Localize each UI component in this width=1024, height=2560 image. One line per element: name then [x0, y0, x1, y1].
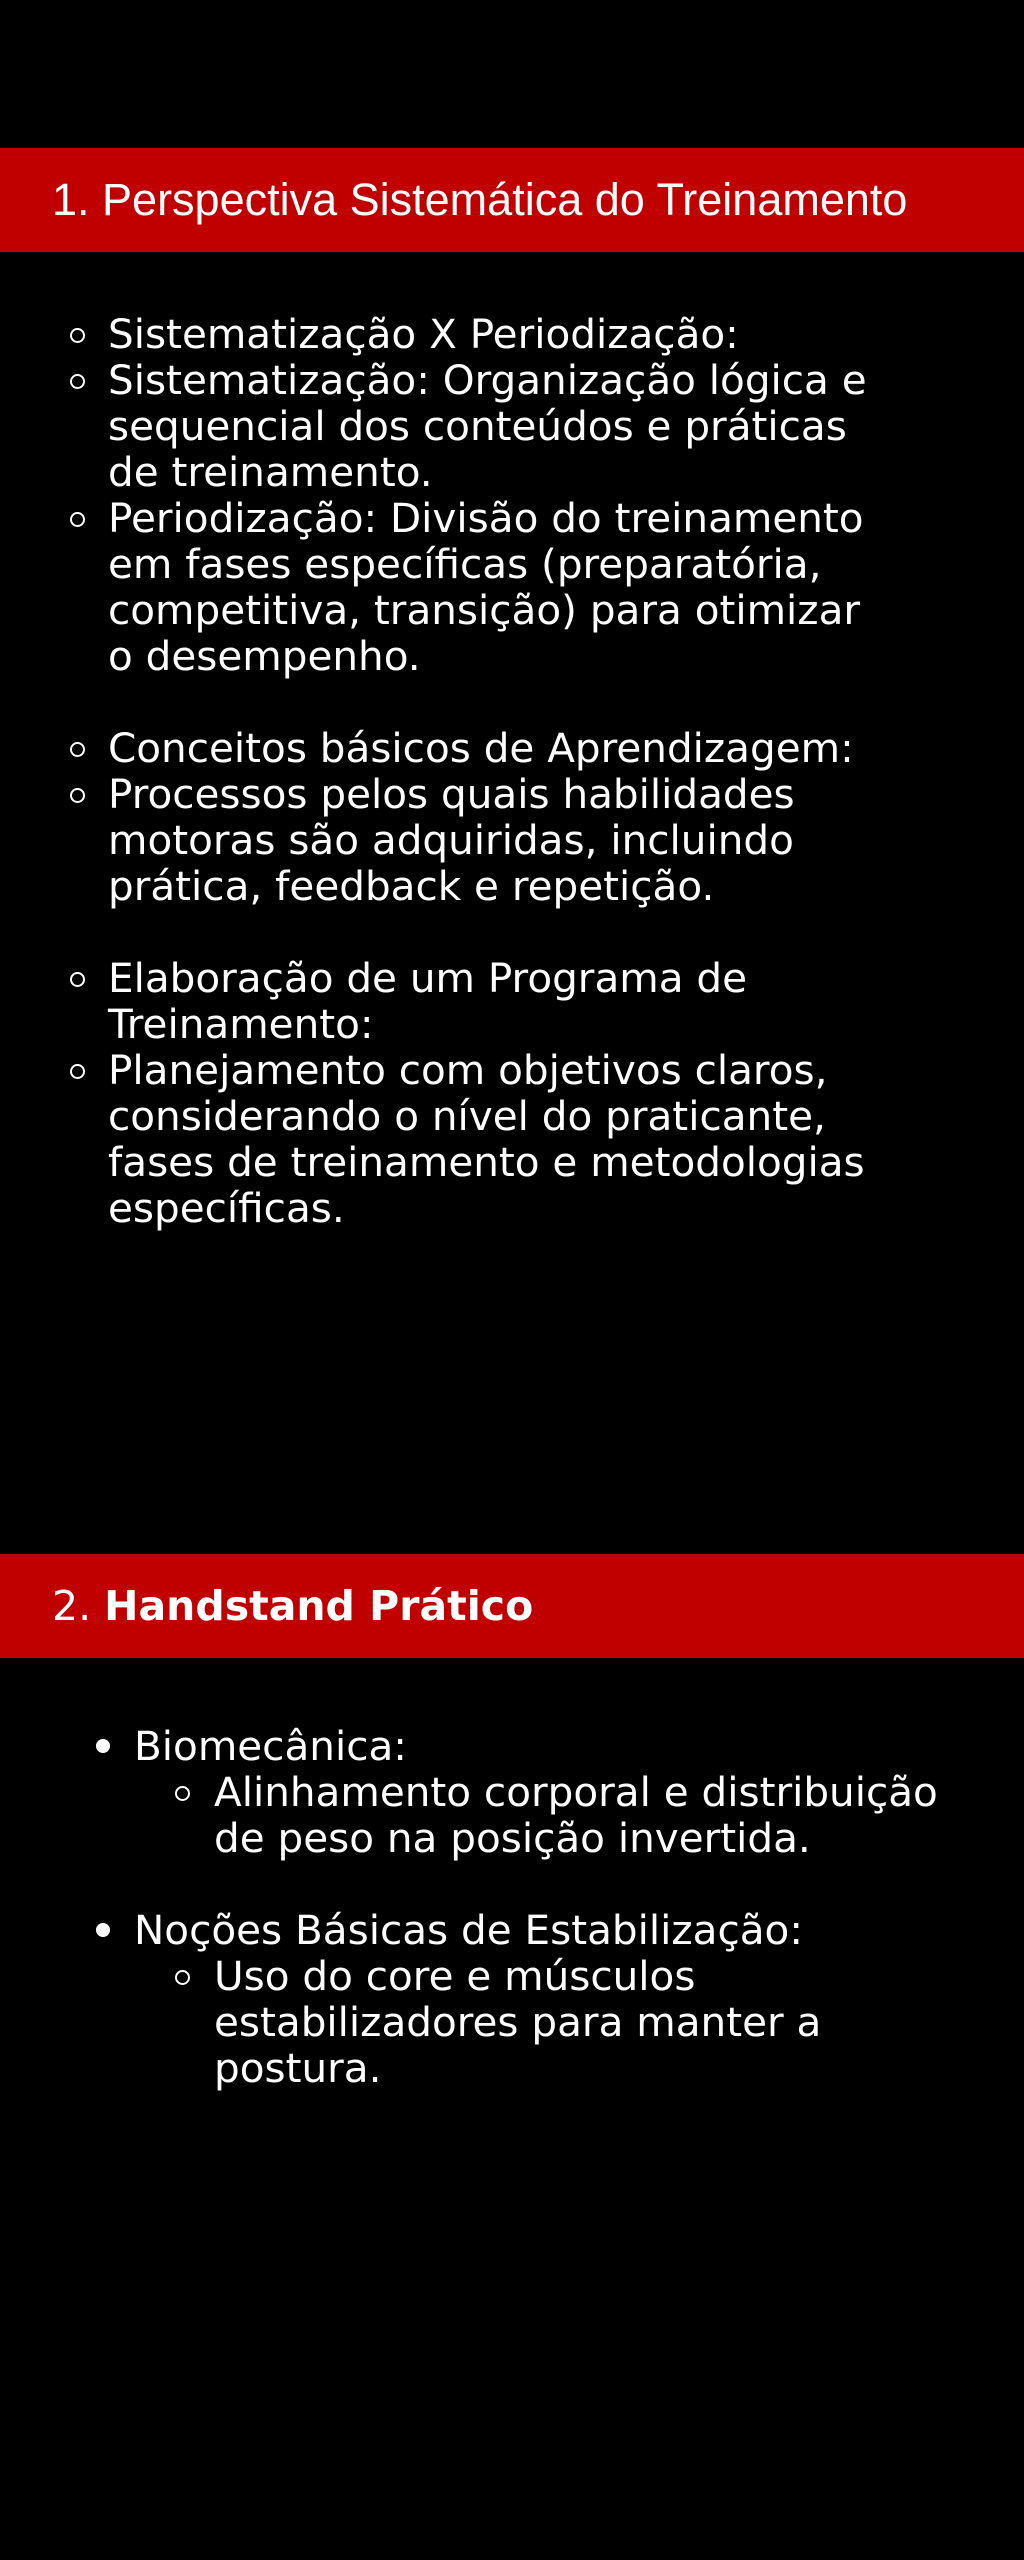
- hollow-bullet-icon: [70, 512, 85, 527]
- hollow-bullet-icon: [70, 788, 85, 803]
- list-item: [0, 771, 888, 909]
- section-2-heading: [52, 1582, 533, 1630]
- section-2-banner: [0, 1554, 1024, 1658]
- topic-biomecanica: [0, 1723, 1024, 1861]
- topic-estabilizacao: [0, 1907, 1024, 2091]
- list-item: [0, 495, 888, 679]
- sub-list-item: [0, 1769, 954, 1861]
- list-item-text: Sistematização X Periodização:: [108, 310, 739, 358]
- sub-list-item-text: Uso do core e músculos estabilizadores para manter a postura.: [214, 1952, 822, 2092]
- list-item: [0, 1907, 1024, 1953]
- filled-bullet-icon: [96, 1739, 110, 1753]
- hollow-bullet-icon: [70, 742, 85, 757]
- section-1-heading: 1. Perspectiva Sistemática do Treinamento: [52, 174, 908, 225]
- sub-list-item: [0, 1953, 954, 2091]
- section-2-content: [0, 1723, 1024, 2137]
- list-item: [0, 1047, 888, 1231]
- filled-bullet-icon: [96, 1923, 110, 1937]
- list-item-text: Biomecânica:: [134, 1722, 407, 1770]
- list-item-text: Noções Básicas de Estabilização:: [134, 1906, 803, 1954]
- list-item: [0, 725, 888, 771]
- section-1-banner: [0, 148, 1024, 252]
- hollow-bullet-icon: [70, 1064, 85, 1079]
- list-item-text: Periodização: Divisão do treinamento em fases específicas (preparatória, competitiva, transição) para otimizar o desempenho.: [108, 494, 864, 680]
- hollow-bullet-icon: [175, 1786, 190, 1801]
- section-2-heading-title: Handstand Prático: [104, 1582, 534, 1630]
- section-2-heading-number: 2.: [52, 1582, 92, 1630]
- list-item: [0, 311, 888, 357]
- list-item-text: Processos pelos quais habilidades motoras são adquiridas, incluindo prática, feedback e repetição.: [108, 770, 795, 910]
- list-item: [0, 1723, 1024, 1769]
- list-item-text: Conceitos básicos de Aprendizagem:: [108, 724, 854, 772]
- hollow-bullet-icon: [70, 374, 85, 389]
- list-item-text: Sistematização: Organização lógica e sequencial dos conteúdos e práticas de treinamento.: [108, 356, 867, 496]
- list-item: [0, 357, 888, 495]
- concept-group-sistematizacao: [0, 311, 1024, 679]
- hollow-bullet-icon: [70, 972, 85, 987]
- list-item: [0, 955, 888, 1047]
- list-item-text: Planejamento com objetivos claros, considerando o nível do praticante, fases de treinamento e metodologias específicas.: [108, 1046, 865, 1232]
- sub-list-item-text: Alinhamento corporal e distribuição de peso na posição invertida.: [214, 1768, 938, 1862]
- list-item-text: Elaboração de um Programa de Treinamento:: [108, 954, 748, 1048]
- hollow-bullet-icon: [175, 1970, 190, 1985]
- concept-group-aprendizagem: [0, 725, 1024, 909]
- section-1-content: [0, 311, 1024, 1277]
- concept-group-programa: [0, 955, 1024, 1231]
- hollow-bullet-icon: [70, 328, 85, 343]
